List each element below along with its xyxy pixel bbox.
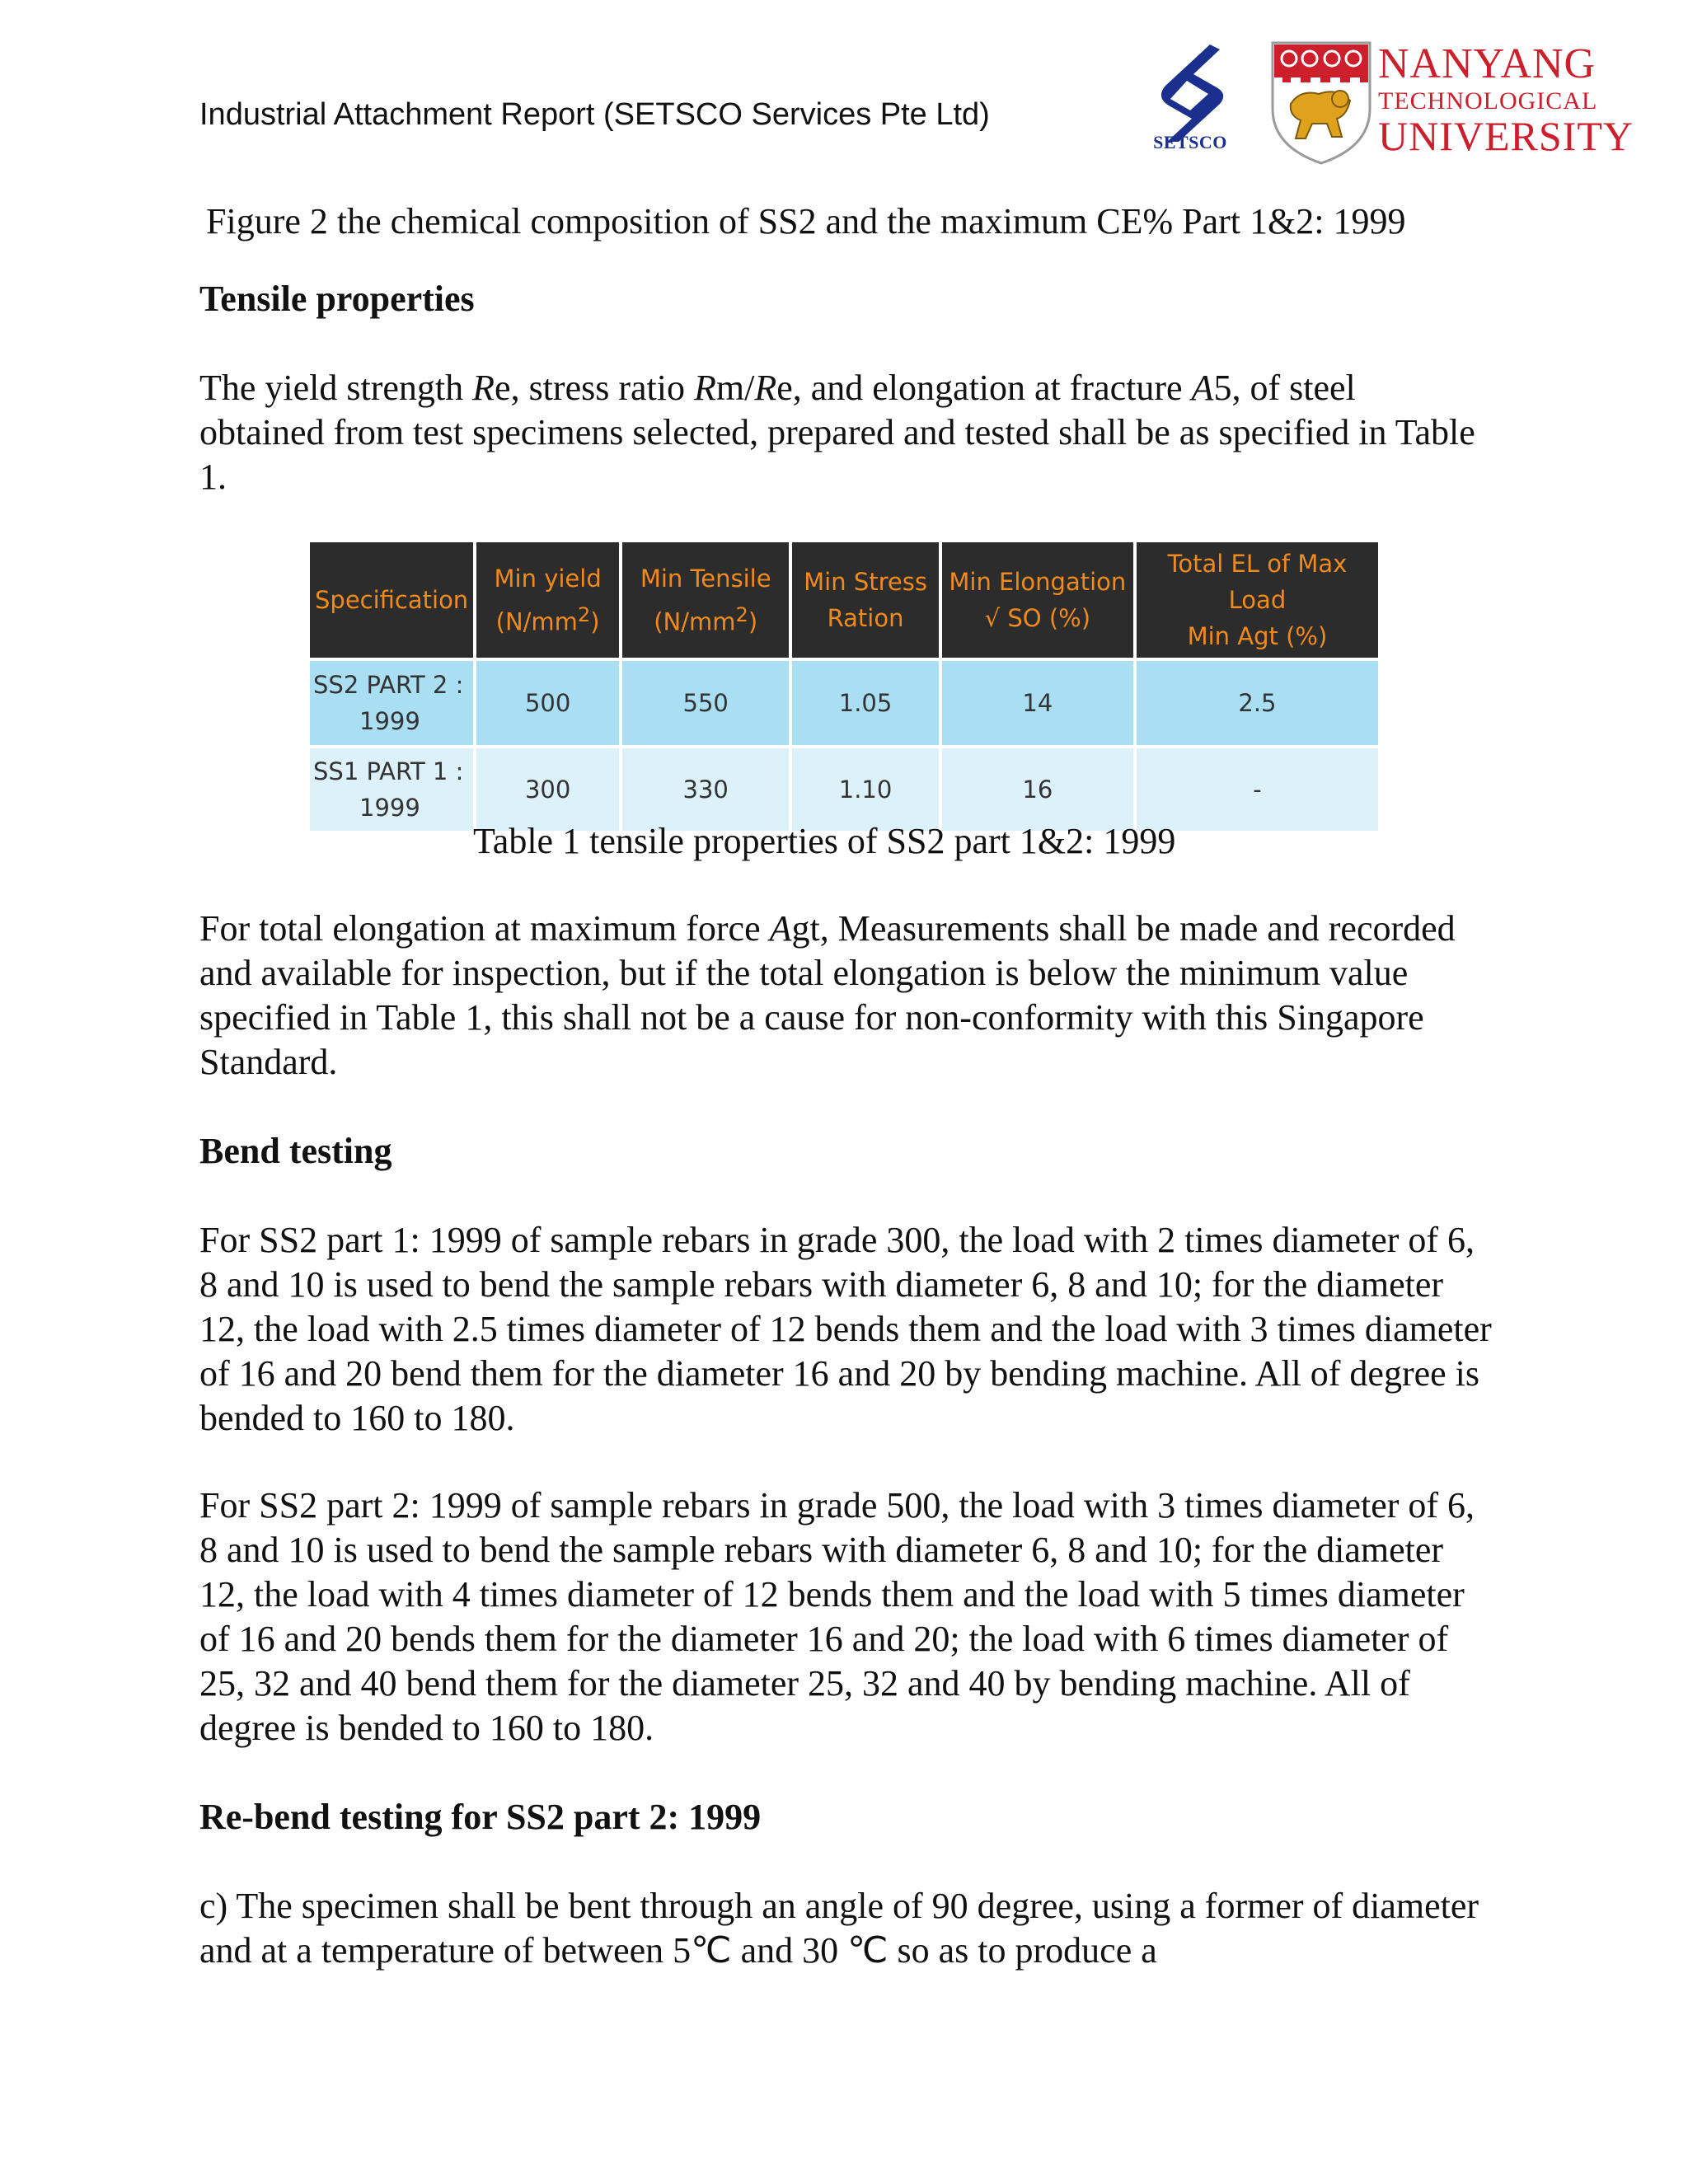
- table-caption: Table 1 tensile properties of SS2 part 1&2: 1999: [473, 821, 1176, 861]
- bend-heading: Bend testing: [199, 1131, 392, 1171]
- rebend-heading: Re-bend testing for SS2 part 2: 1999: [199, 1797, 762, 1837]
- spec-line2: 1999: [359, 707, 420, 735]
- cell-total-el: -: [1135, 747, 1378, 831]
- text-run: The yield strength: [199, 368, 473, 408]
- symbol-R: R: [472, 368, 495, 408]
- col-header-min-yield: [475, 542, 621, 659]
- symbol-A: A: [1191, 368, 1214, 408]
- ntu-name-line1: NANYANG: [1378, 40, 1597, 87]
- agt-paragraph: [199, 907, 1485, 1085]
- header-label: Specification: [315, 586, 469, 614]
- cell-min-elongation: 14: [940, 659, 1135, 747]
- text-run: e: [495, 368, 511, 408]
- header-unit: [627, 597, 784, 640]
- tensile-heading: Tensile properties: [199, 279, 475, 319]
- spec-line1: SS1 PART 1 :: [313, 757, 464, 785]
- symbol-A: A: [769, 908, 792, 949]
- rebend-paragraph: c) The specimen shall be bent through an angle of 90 degree, using a former of diameter and at a temperature of between 5℃ and 30 ℃ so as to produce a: [199, 1886, 1479, 1971]
- cell-min-elongation: 16: [940, 747, 1135, 831]
- col-header-min-tensile: [621, 542, 790, 659]
- header-label-2: Ration: [827, 604, 904, 632]
- report-header-title: Industrial Attachment Report (SETSCO Services Pte Ltd): [199, 97, 990, 132]
- table-row: [310, 747, 1378, 831]
- table-row: [310, 659, 1378, 747]
- text-run: m: [715, 368, 745, 408]
- header-label: Min Stress: [804, 568, 927, 596]
- bend-paragraph-2: For SS2 part 2: 1999 of sample rebars in grade 500, the load with 3 times diameter of 6, 8 and 10 is used to bend the sample rebars with diameter 6, 8 and 10; for the diameter 12, the load with 4 times diameter of 12 bends them and the load with 5 times diameter of 16 and 20 bends them for the diameter 16 and 20; the load with 6 times diameter of 25, 32 and 40 bend them for the diameter 25, 32 and 40 by bending machine. All of degree is bended to 160 to 180.: [199, 1485, 1475, 1748]
- text-run: 5, of steel obtained from test specimens selected, prepared and tested shall be as specified in Table 1.: [199, 368, 1475, 497]
- col-header-total-el: [1135, 542, 1378, 659]
- unit-text: ): [748, 607, 758, 636]
- cell-min-stress: 1.05: [790, 659, 940, 747]
- text-run: gt, Measurements shall be made and recorded and available for inspection, but if the total elongation is below the minimum value specified in Table 1, this shall not be a cause for non-conformity with this Singapore Standard.: [199, 908, 1456, 1082]
- unit-sup: 2: [735, 602, 748, 626]
- cell-min-tensile: 550: [621, 659, 790, 747]
- cell-min-yield: 500: [475, 659, 621, 747]
- header-label: Min yield: [494, 564, 602, 593]
- cell-min-yield: 300: [475, 747, 621, 831]
- ntu-name-line2: TECHNOLOGICAL: [1378, 87, 1598, 115]
- cell-specification: [310, 659, 475, 747]
- unit-text: ): [590, 607, 600, 636]
- tensile-paragraph: [199, 366, 1485, 499]
- header-label: Total EL of Max Load: [1167, 550, 1348, 614]
- cell-specification: [310, 747, 475, 831]
- cell-min-tensile: 330: [621, 747, 790, 831]
- header-label: Min Elongation: [949, 568, 1127, 596]
- col-header-min-stress: [790, 542, 940, 659]
- ntu-name: [1378, 40, 1634, 159]
- bend-paragraph-1: For SS2 part 1: 1999 of sample rebars in grade 300, the load with 2 times diameter of 6, 8 and 10 is used to bend the sample rebars with diameter 6, 8 and 10; for the diameter 12, the load with 2.5 times diameter of 12 bends them and the load with 3 times diameter of 16 and 20 bend them for the diameter 16 and 20 by bending machine. All of degree is bended to 160 to 180.: [199, 1220, 1492, 1438]
- col-header-specification: [310, 542, 475, 659]
- text-run: , and elongation at fracture: [792, 368, 1192, 408]
- figure-caption: Figure 2 the chemical composition of SS2 and the maximum CE% Part 1&2: 1999: [206, 201, 1406, 241]
- spec-line1: SS2 PART 2 :: [313, 671, 464, 699]
- unit-text: (N/mm: [495, 607, 578, 636]
- header-label: Min Tensile: [640, 564, 771, 593]
- text-run: , stress ratio: [510, 368, 694, 408]
- unit-sup: 2: [577, 602, 591, 626]
- text-run: e: [776, 368, 793, 408]
- text-run: /: [744, 368, 755, 408]
- ntu-name-line3: UNIVERSITY: [1378, 113, 1634, 159]
- setsco-logo-text: SETSCO: [1153, 132, 1227, 152]
- col-header-min-elongation: [940, 542, 1135, 659]
- cell-min-stress: 1.10: [790, 747, 940, 831]
- header-label-2: Min Agt (%): [1187, 622, 1328, 650]
- header-unit: [481, 597, 614, 640]
- cell-total-el: 2.5: [1135, 659, 1378, 747]
- spec-line2: 1999: [359, 794, 420, 822]
- ntu-crest-icon: [1268, 40, 1375, 165]
- symbol-R: R: [754, 368, 777, 408]
- symbol-R: R: [693, 368, 716, 408]
- table-header-row: [310, 542, 1378, 659]
- tensile-properties-table: [310, 542, 1378, 831]
- unit-text: (N/mm: [654, 607, 736, 636]
- header-label-2: √ SO (%): [984, 604, 1091, 632]
- text-run: For total elongation at maximum force: [199, 908, 770, 949]
